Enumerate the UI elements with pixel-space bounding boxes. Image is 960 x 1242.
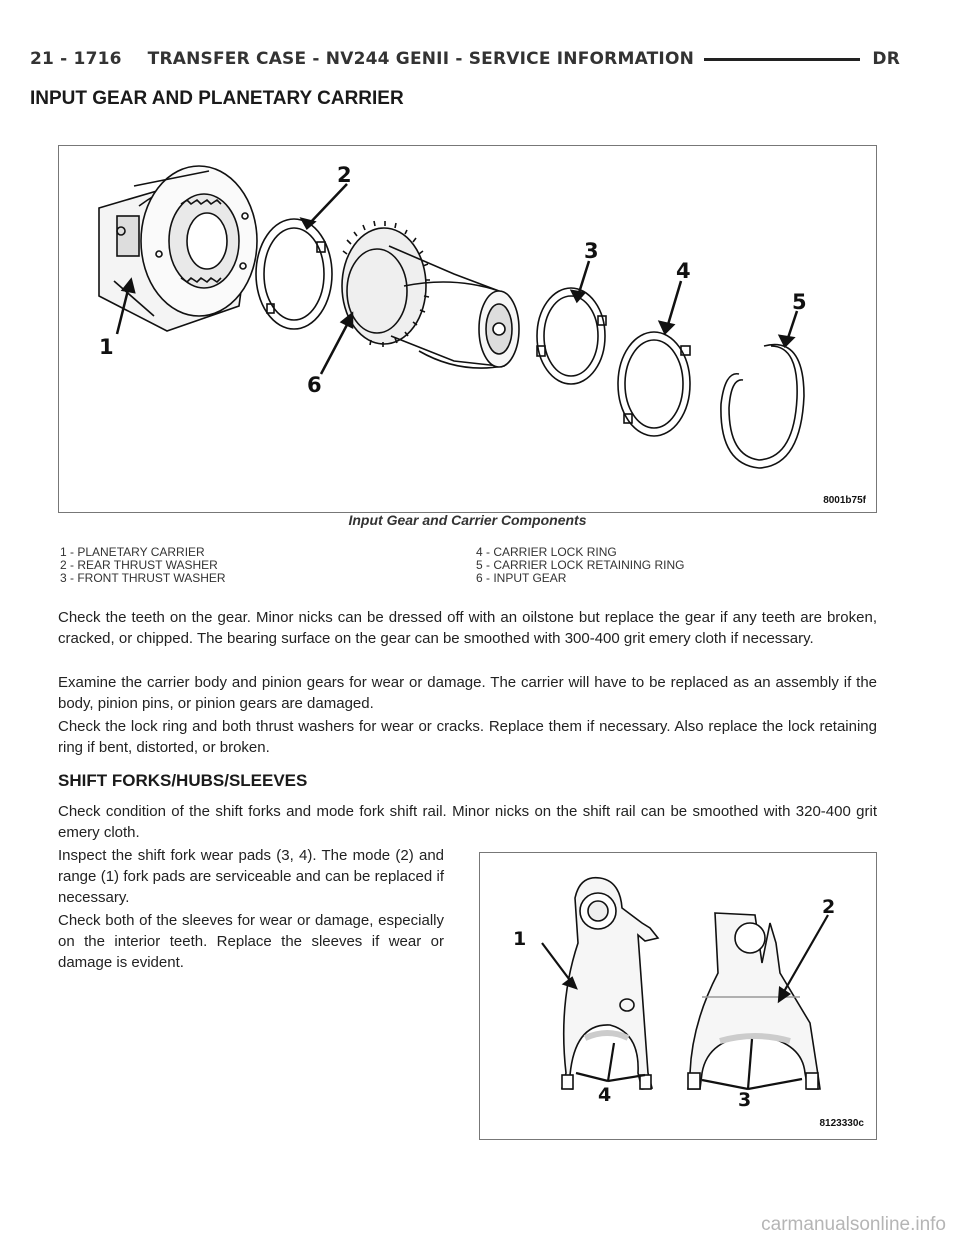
carrier-lock-ring-drawing bbox=[618, 332, 690, 436]
figure-caption: Input Gear and Carrier Components bbox=[348, 512, 587, 528]
shift-forks-illustration bbox=[480, 853, 876, 1139]
callout-5: 5 bbox=[792, 290, 807, 314]
figure-code: 8001b75f bbox=[823, 495, 866, 506]
paragraph-carrier-body: Examine the carrier body and pinion gears for wear or damage. The carrier will have to be replaced as an assembly if the body, pinion pins, or pinion gears are damaged. bbox=[58, 674, 877, 712]
header-rule bbox=[704, 58, 860, 61]
callout-6: 6 bbox=[307, 373, 322, 397]
figure-shift-forks bbox=[479, 852, 877, 1140]
callout-3: 3 bbox=[738, 1089, 752, 1111]
legend-item: 5 - CARRIER LOCK RETAINING RING bbox=[476, 558, 685, 572]
paragraph-wear-pads: Inspect the shift fork wear pads (3, 4). The mode (2) and range (1) fork pads are serviceable and can be replaced if necessary. bbox=[58, 847, 444, 906]
callout-2: 2 bbox=[337, 163, 352, 187]
callout-1: 1 bbox=[99, 335, 114, 359]
callout-3: 3 bbox=[584, 239, 599, 263]
legend-item: 4 - CARRIER LOCK RING bbox=[476, 545, 617, 559]
callout-4: 4 bbox=[598, 1084, 612, 1106]
range-fork-drawing bbox=[562, 878, 658, 1089]
paragraph-lock-ring: Check the lock ring and both thrust washers for wear or cracks. Replace them if necessary. Also replace the lock retaining ring if bent, distorted, or broken. bbox=[58, 718, 877, 756]
legend-item: 1 - PLANETARY CARRIER bbox=[60, 545, 205, 559]
callout-1: 1 bbox=[513, 928, 527, 950]
figure-code: 8123330c bbox=[819, 1118, 864, 1129]
callout-2: 2 bbox=[822, 896, 836, 918]
page-title: INPUT GEAR AND PLANETARY CARRIER bbox=[30, 88, 404, 109]
figure-input-gear-components bbox=[58, 145, 877, 513]
page-header bbox=[30, 44, 900, 74]
legend-right-column bbox=[476, 546, 684, 585]
legend-item: 2 - REAR THRUST WASHER bbox=[60, 558, 218, 572]
callout-4: 4 bbox=[676, 259, 691, 283]
section-title: TRANSFER CASE - NV244 GENII - SERVICE INFORMATION bbox=[147, 49, 695, 69]
rear-thrust-washer-drawing bbox=[256, 219, 332, 329]
section-subtitle: SHIFT FORKS/HUBS/SLEEVES bbox=[58, 771, 308, 790]
front-thrust-washer-drawing bbox=[537, 288, 606, 384]
legend-item: 3 - FRONT THRUST WASHER bbox=[60, 571, 226, 585]
input-gear-illustration bbox=[59, 146, 876, 512]
retaining-ring-drawing bbox=[721, 345, 804, 468]
paragraph-shift-rail: Check condition of the shift forks and mode fork shift rail. Minor nicks on the shift rail can be smoothed with 320-400 grit emery cloth. bbox=[58, 803, 877, 841]
legend-left-column bbox=[60, 546, 226, 585]
mode-fork-drawing bbox=[688, 913, 820, 1089]
paragraph-gear-teeth: Check the teeth on the gear. Minor nicks can be dressed off with an oilstone but replace the gear if any teeth are broken, cracked, or chipped. The bearing surface on the gear can be smoothed with 300-400 grit emery cloth if necessary. bbox=[58, 609, 877, 647]
legend-item: 6 - INPUT GEAR bbox=[476, 571, 567, 585]
input-gear-drawing bbox=[342, 221, 519, 368]
watermark: carmanualsonline.info bbox=[761, 1214, 946, 1235]
page-reference: 21 - 1716 bbox=[30, 49, 122, 69]
paragraph-sleeves: Check both of the sleeves for wear or damage, especially on the interior teeth. Replace the sleeves if wear or damage is evident. bbox=[58, 912, 444, 971]
model-code: DR bbox=[872, 49, 900, 69]
